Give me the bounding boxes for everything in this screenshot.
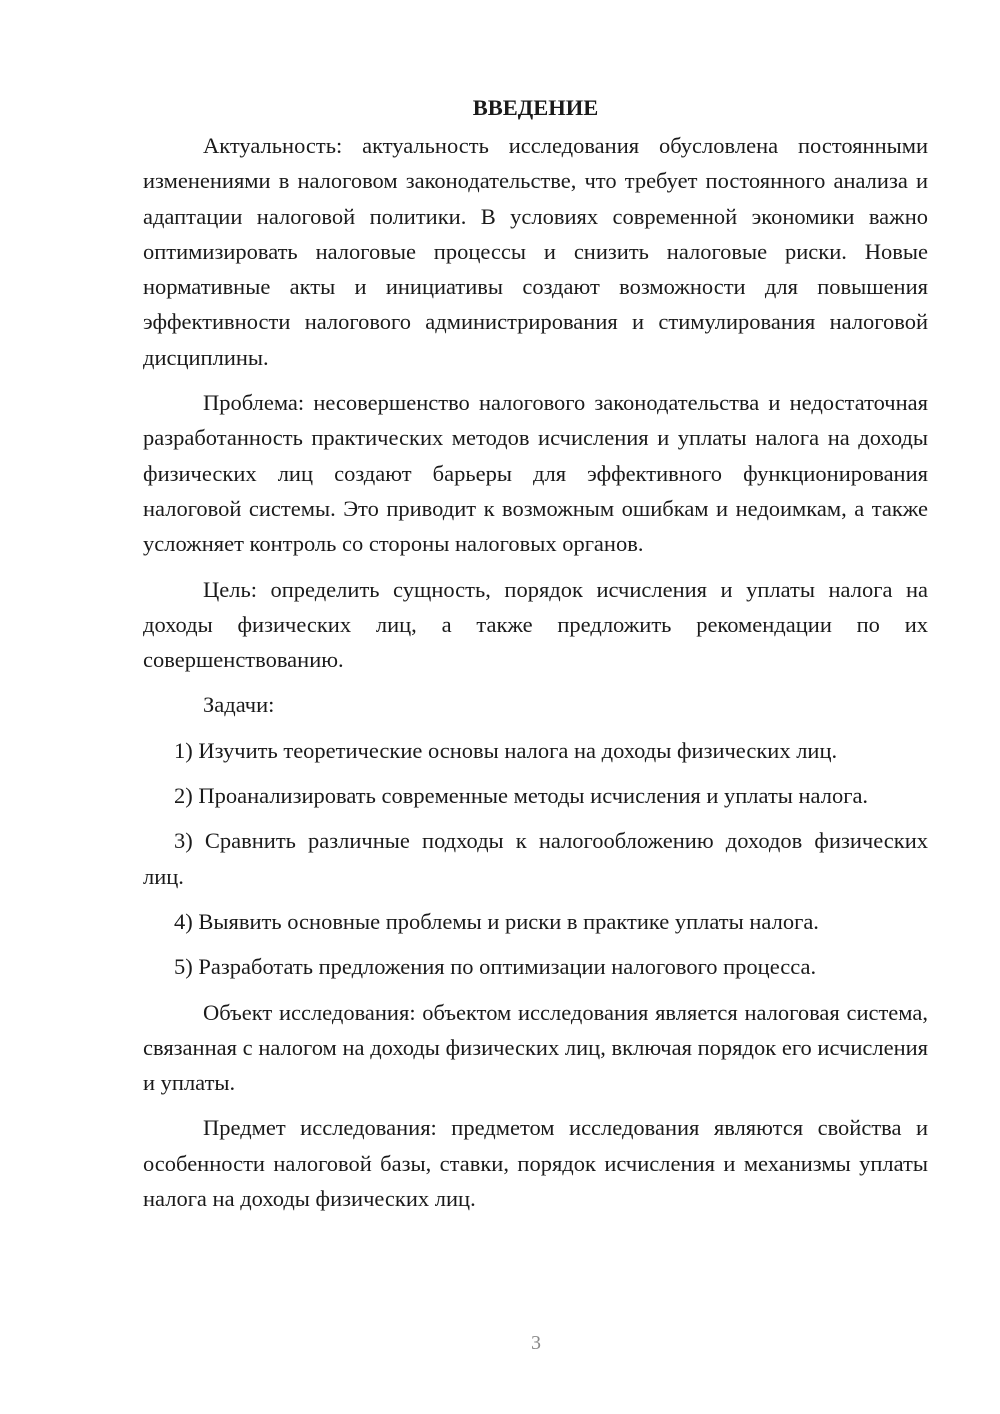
task-item-1: 1) Изучить теоретические основы налога на доходы физических лиц. [174, 737, 838, 763]
task-item-4: 4) Выявить основные проблемы и риски в практике уплаты налога. [174, 908, 819, 934]
task-item-5: 5) Разработать предложения по оптимизации налогового процесса. [174, 954, 817, 980]
tasks-heading: Задачи: [203, 692, 275, 718]
task-item-2: 2) Проанализировать современные методы исчисления и уплаты налога. [174, 783, 869, 809]
subject-paragraph: Предмет исследования: предметом исследования являются свойства и особенности налоговой базы, ставки, порядок исчисления и механизмы уплаты налога на доходы физических лиц. [143, 1115, 928, 1212]
object-paragraph: Объект исследования: объектом исследования является налоговая система, связанная с налогом на доходы физических лиц, включая порядок его исчисления и уплаты. [143, 999, 928, 1096]
problem-paragraph: Проблема: несовершенство налогового законодательства и недостаточная разработанность практических методов исчисления и уплаты налога на доходы физических лиц создают барьеры для эффективного функционирования налоговой системы. Это приводит к возможным ошибкам и недоимкам, а также усложняет контроль со стороны налоговых органов. [143, 390, 928, 557]
relevance-paragraph: Актуальность: актуальность исследования обусловлена постоянными изменениями в налоговом законодательстве, что требует постоянного анализа и адаптации налоговой политики. В условиях современной экономики важно оптимизировать налоговые процессы и снизить налоговые риски. Новые нормативные акты и инициативы создают возможности для повышения эффективности налогового администрирования и стимулирования налоговой дисциплины. [143, 133, 928, 370]
goal-paragraph: Цель: определить сущность, порядок исчисления и уплаты налога на доходы физических лиц, а также предложить рекомендации по их совершенствованию. [143, 576, 928, 673]
page-number: 3 [531, 1332, 541, 1354]
task-item-3: 3) Сравнить различные подходы к налогообложению доходов физических лиц. [143, 828, 928, 889]
page-content [143, 90, 928, 1226]
page-title: ВВЕДЕНИЕ [472, 95, 599, 120]
